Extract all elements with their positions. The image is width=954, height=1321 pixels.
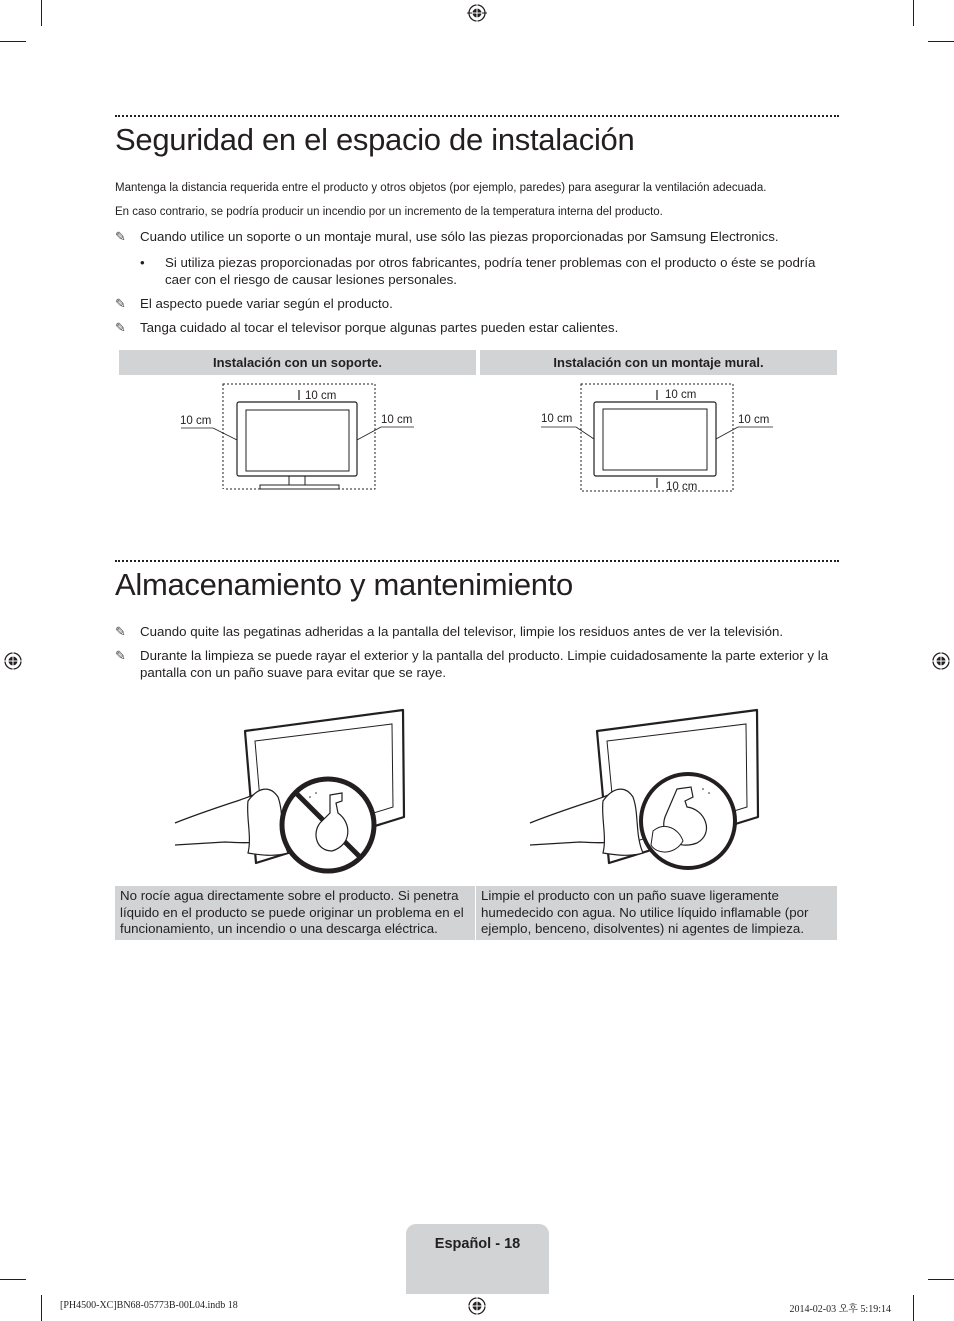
section-title-installation: Seguridad en el espacio de instalación [115, 122, 635, 157]
registration-mark-icon [931, 651, 951, 671]
caption-damp-cloth: Limpie el producto con un paño suave ligeramente humedecido con agua. No utilice líquido inflamable (por ejemplo, benceno, disolventes) ni agentes de limpieza. [476, 886, 837, 940]
dimension-label-top: 10 cm [305, 390, 337, 402]
crop-mark [928, 41, 954, 42]
note-item [115, 295, 840, 312]
wall-installation-diagram [480, 378, 837, 508]
note-text: El aspecto puede variar según el producto. [140, 296, 393, 311]
pencil-note-icon: ✎ [115, 296, 126, 311]
dimension-label-top: 10 cm [665, 389, 697, 401]
note-text: Durante la limpieza se puede rayar el exterior y la pantalla del producto. Limpie cuidadosamente la parte exterior y la pantalla con un paño suave para evitar que se raye. [140, 648, 829, 680]
note-item [115, 647, 840, 681]
dimension-label-left: 10 cm [180, 415, 212, 427]
crop-mark [0, 1279, 26, 1280]
paragraph: Mantenga la distancia requerida entre el producto y otros objetos (por ejemplo, paredes) para asegurar la ventilación adecuada. [115, 182, 767, 194]
pencil-note-icon: ✎ [115, 229, 126, 244]
dimension-label-right: 10 cm [381, 414, 413, 426]
registration-mark-icon [467, 3, 487, 23]
note-text: Tanga cuidado al tocar el televisor porque algunas partes pueden estar calientes. [140, 320, 619, 335]
note-item [115, 319, 840, 336]
pencil-note-icon: ✎ [115, 648, 126, 663]
crop-mark [41, 0, 42, 26]
note-text: Cuando utilice un soporte o un montaje mural, use sólo las piezas proporcionadas por Samsung Electronics. [140, 229, 779, 244]
crop-mark [0, 41, 26, 42]
pencil-note-icon: ✎ [115, 624, 126, 639]
dimension-label-left: 10 cm [541, 413, 573, 425]
crop-mark [928, 1279, 954, 1280]
section-divider [115, 560, 839, 562]
page-label: Español - 18 [434, 1236, 521, 1252]
pencil-note-icon: ✎ [115, 320, 126, 335]
dimension-label-bottom: 10 cm [666, 481, 698, 493]
crop-mark [913, 1295, 914, 1321]
section-divider [115, 115, 839, 117]
stand-installation-diagram [119, 378, 476, 508]
dimension-label-right: 10 cm [738, 414, 770, 426]
bullet-text: Si utiliza piezas proporcionadas por otros fabricantes, podría tener problemas con el producto o éste se podría caer con el riesgo de causar lesiones personales. [165, 255, 816, 287]
crop-mark [913, 0, 914, 26]
registration-mark-icon [3, 651, 23, 671]
crop-mark [41, 1295, 42, 1321]
damp-cloth-illustration [525, 705, 765, 875]
bullet-dot-icon: • [140, 255, 145, 270]
table-header-wall: Instalación con un montaje mural. [480, 350, 837, 375]
paragraph: En caso contrario, se podría producir un incendio por un incremento de la temperatura interna del producto. [115, 206, 663, 218]
no-spray-illustration [170, 705, 410, 875]
note-text: Cuando quite las pegatinas adheridas a la pantalla del televisor, limpie los residuos antes de ver la televisión. [140, 624, 784, 639]
footer-file-info: [PH4500-XC]BN68-05773B-00L04.indb 18 [60, 1300, 238, 1311]
note-item [115, 623, 840, 640]
table-header-stand: Instalación con un soporte. [119, 350, 476, 375]
footer-timestamp: 2014-02-03 오후 5:19:14 [789, 1304, 891, 1315]
note-item [115, 228, 840, 245]
caption-no-spray: No rocíe agua directamente sobre el producto. Si penetra líquido en el producto se puede originar un problema en el funcionamiento, un incendio o una descarga eléctrica. [115, 886, 475, 940]
bullet-item [140, 254, 840, 288]
section-title-storage: Almacenamiento y mantenimiento [115, 567, 573, 602]
registration-mark-icon [467, 1296, 487, 1316]
page-number-tab [406, 1224, 549, 1294]
